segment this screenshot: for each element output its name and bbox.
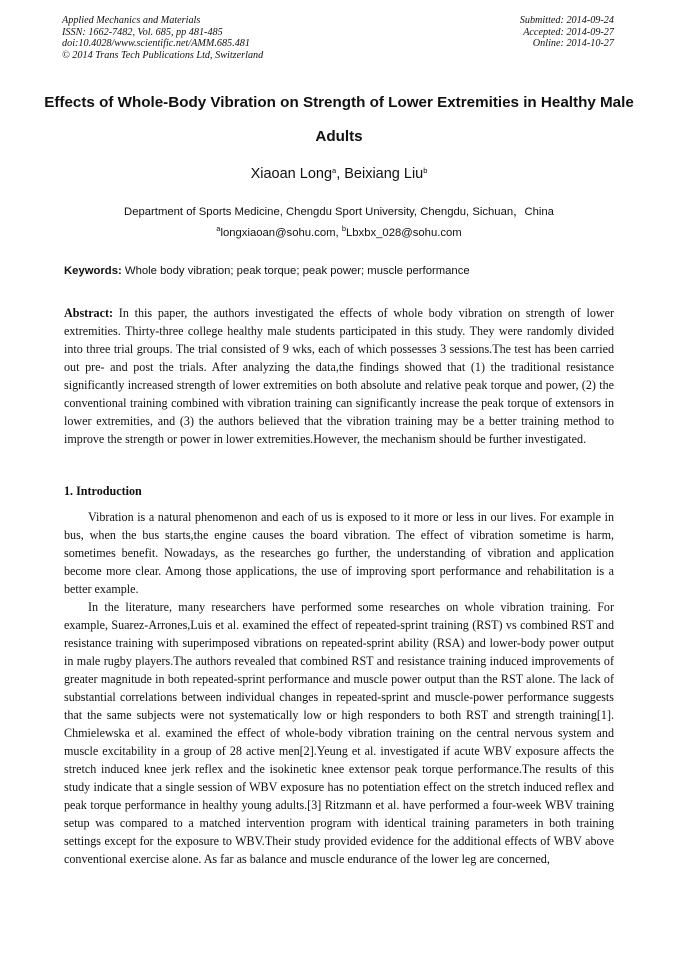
publication-info — [62, 15, 263, 61]
online-date: Online: 2014-10-27 — [532, 38, 614, 49]
keywords-text: Whole body vibration; peak torque; peak power; muscle performance — [121, 265, 470, 277]
keywords-label: Keywords: — [64, 265, 122, 277]
accepted-date: Accepted: 2014-09-27 — [523, 26, 614, 38]
issn-line: ISSN: 1662-7482, Vol. 685, pp 481-485 — [62, 26, 223, 38]
email-superscript: b — [341, 224, 346, 233]
submitted-date: Submitted: 2014-09-24 — [519, 15, 614, 26]
keywords — [64, 265, 614, 277]
author-name: Xiaoan Long — [250, 166, 333, 182]
paragraph: In the literature, many researchers have performed some researches on whole vibration training. For example, Suarez-Arrones,Luis et al. examined the effect of repeated-sprint training (RST) vs combined RST and resistance training with superimposed vibrations on repeated-sprint ability (RSA) and lower-body power output in male rugby players.The authors revealed that combined RST and resistance training induced improvements of greater magnitude in both repeated-sprint performance and muscle power output than the RST alone. The lack of substantial correlations between individual changes in repeated-sprint and muscle-power performance suggests that the same subjects were not systematically low or high responders to both RST and strength training[1]. Chmielewska et al. examined the effect of whole-body vibration training on the central nervous system and muscle excitability in a group of 28 active men[2].Yeung et al. investigated if acute WBV exposure affects the stretch induced knee jerk reflex and the isokinetic knee extensor peak torque performance.The results of this study indicate that a single session of WBV exposure has no potentiation effect on the stretch induced reflex and peak torque performance in healthy young adults.[3] Ritzmann et al. have performed a four-week WBV training setup was compared to a matched intervention program with identical training parameters in both training settings except for the exposure to WBV.Their study provided evidence for the additional effects of WBV above conventional exercise alone. As far as balance and muscle endurance of the lower leg are concerned, — [64, 600, 614, 866]
email-address: Lbxbx_028@sohu.com — [345, 227, 462, 239]
doi-line: doi:10.4028/www.scientific.net/AMM.685.481 — [62, 38, 250, 49]
paragraph: Vibration is a natural phenomenon and each of us is exposed to it more or less in our lives. For example in bus, when the bus starts,the engine causes the board vibration. The effect of vibration sometime is harm, sometimes benefit. Nowadays, as the researches go further, the understanding of vibration and application become more clear. Among those applications, the use of improving sport performance and rehabilitation is a better example. — [64, 510, 614, 596]
author-separator: , — [336, 166, 345, 182]
author-superscript: b — [423, 166, 428, 175]
email-superscript: a — [216, 224, 221, 233]
affiliation: Department of Sports Medicine, Chengdu Sport University, Chengdu, Sichuan，China — [124, 206, 554, 218]
abstract — [64, 304, 614, 448]
copyright-line: © 2014 Trans Tech Publications Ltd, Switzerland — [62, 49, 264, 61]
author-emails — [0, 224, 678, 239]
email-address: longxiaoan@sohu.com, — [220, 227, 342, 239]
abstract-text: In this paper, the authors investigated the effects of whole body vibration on strength of lower extremities. Thirty-three college healthy male students participated in this study. They were randomly divided into three trial groups. The trial consisted of 9 wks, each of which possesses 3 sessions.The test has been carried out pre- and post the trials. After analyzing the data,the findings showed that (1) the traditional resistance significantly increased strength of lower extremities on both absolute and relative peak torque and power, (2) the conventional training combined with vibration training can significantly increase the peak torque of extensors in lower extremities, and (3) the authors believed that the vibration training may be a better training method to improve the strength or power in lower extremities.However, the mechanism should be further investigated. — [64, 306, 614, 446]
author-superscript: a — [332, 166, 337, 175]
publication-dates — [520, 15, 614, 50]
introduction-body — [64, 508, 614, 868]
abstract-label: Abstract: — [64, 306, 114, 320]
author-list — [0, 166, 678, 182]
journal-name: Applied Mechanics and Materials — [62, 15, 201, 26]
section-heading-introduction: 1. Introduction — [64, 484, 142, 498]
author-name: Beixiang Liu — [344, 166, 424, 182]
paper-title: Effects of Whole-Body Vibration on Strength of Lower Extremities in Healthy Male Adults — [44, 94, 634, 145]
